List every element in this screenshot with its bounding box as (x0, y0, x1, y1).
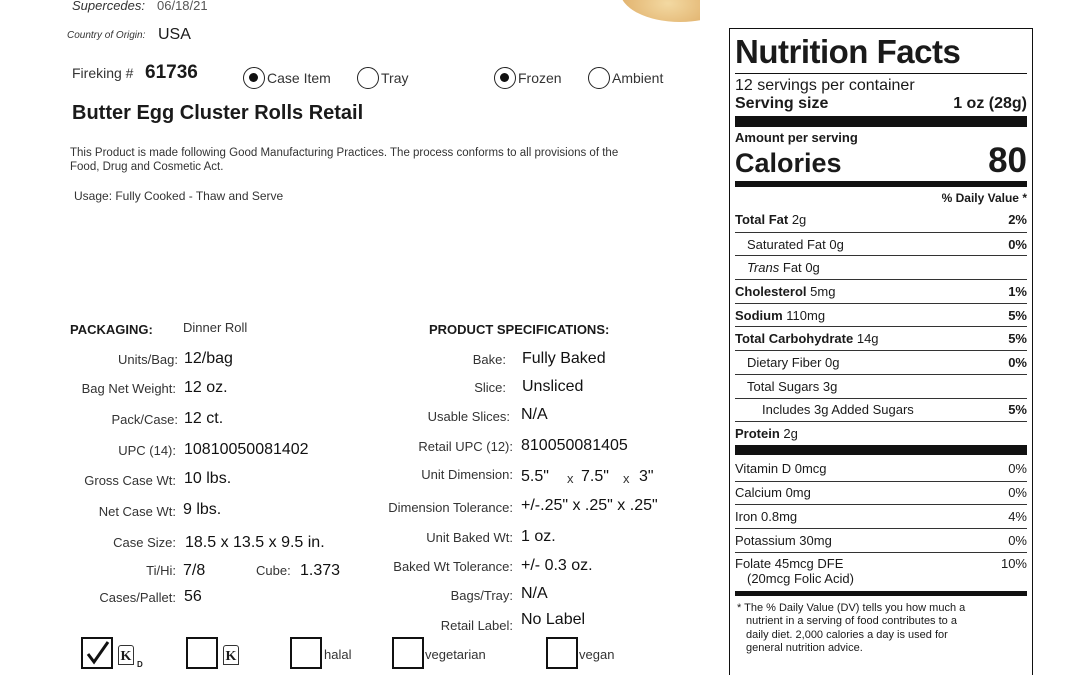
nutrient-row (735, 303, 1027, 327)
dim-tolerance-value: +/-.25" x .25" x .25" (521, 497, 658, 514)
nutrient-amount: 2g (783, 426, 798, 442)
unit-baked-weight-value: 1 oz. (521, 528, 556, 545)
baked-weight-tolerance-label: Baked Wt Tolerance: (393, 559, 513, 574)
vegan-label: vegan (579, 647, 615, 662)
case-item-option[interactable] (243, 67, 331, 89)
gross-case-weight-value: 10 lbs. (184, 470, 232, 487)
nutrient-name: Total Sugars (747, 378, 820, 394)
nutrient-amount: 110mg (786, 307, 826, 323)
nutrient-name: Sodium (735, 307, 783, 323)
case-size-value: 18.5 x 13.5 x 9.5 in. (185, 534, 325, 551)
nutrient-name: Saturated Fat (747, 236, 826, 252)
nutrient-name: Dietary Fiber (747, 354, 822, 370)
gmp-text-line-1: This Product is made following Good Manufacturing Practices. The process conforms to all provisions of the (70, 147, 619, 159)
bags-tray-label: Bags/Tray: (450, 588, 513, 603)
dim-width: 5.5" (521, 468, 549, 485)
nutrient-name: Includes 3g Added Sugars (762, 402, 914, 418)
nutrient-amount: 0g (825, 354, 840, 370)
ambient-label: Ambient (612, 70, 664, 86)
dim-length: 7.5" (581, 468, 609, 485)
kosher-dairy-checkbox[interactable] (81, 637, 113, 669)
case-item-label: Case Item (267, 70, 331, 86)
kosher-dairy-symbol: K (118, 645, 134, 665)
checkmark-icon (83, 639, 111, 667)
cases-pallet-value: 56 (184, 588, 202, 605)
footnote-line-3: daily diet. 2,000 calories a day is used for (746, 628, 948, 641)
product-title: Butter Egg Cluster Rolls Retail (72, 102, 364, 124)
calories-row (735, 141, 1027, 180)
pack-case-value: 12 ct. (184, 410, 224, 427)
nutrition-facts-title: Nutrition Facts (735, 33, 1027, 74)
nutrient-row (735, 326, 1027, 350)
slice-label: Slice: (474, 380, 506, 395)
servings-per-container: 12 servings per container (735, 77, 915, 94)
vitamin-rows (735, 457, 1027, 552)
vegan-checkbox[interactable] (546, 637, 578, 669)
frozen-radio[interactable] (494, 67, 516, 89)
ambient-radio[interactable] (588, 67, 610, 89)
nutrient-name: Cholesterol (735, 283, 807, 299)
tray-label: Tray (381, 70, 409, 86)
pack-case-label: Pack/Case: (111, 412, 178, 427)
packaging-subtitle: Dinner Roll (183, 320, 248, 335)
nutrient-amount: 0g (829, 236, 844, 252)
bag-net-weight-value: 12 oz. (184, 379, 228, 396)
baked-weight-tolerance-value: +/- 0.3 oz. (521, 557, 593, 574)
bags-tray-value: N/A (521, 585, 548, 602)
footnote-line-4: general nutrition advice. (746, 642, 863, 655)
vegetarian-label: vegetarian (425, 647, 486, 662)
serving-size-value: 1 oz (28g) (953, 95, 1027, 112)
vitamin-row (735, 504, 1027, 528)
kosher-symbol: K (223, 645, 239, 665)
gmp-text-line-2: Food, Drug and Cosmetic Act. (70, 161, 224, 173)
gross-case-weight-label: Gross Case Wt: (84, 473, 176, 488)
bag-net-weight-label: Bag Net Weight: (81, 381, 176, 396)
cube-label: Cube: (256, 563, 291, 578)
units-bag-value: 12/bag (184, 350, 233, 367)
calories-value: 80 (988, 141, 1027, 180)
folate-row (735, 552, 1027, 586)
nutrient-row (735, 421, 1027, 445)
nutrient-amount: 3g (822, 378, 838, 394)
retail-label-label: Retail Label: (440, 618, 513, 633)
amount-per-serving: Amount per serving (735, 130, 858, 145)
folate-dv: 10% (1000, 555, 1027, 571)
nutrient-dv: 5% (1008, 331, 1027, 347)
usable-slices-label: Usable Slices: (427, 409, 510, 424)
vitamin-dv: 0% (1008, 532, 1027, 548)
nutrient-row (735, 279, 1027, 303)
nutrient-name: Trans (747, 260, 780, 276)
nutrient-amount: 5mg (810, 283, 836, 299)
nutrient-row (735, 374, 1027, 398)
usage-text: Usage: Fully Cooked - Thaw and Serve (74, 189, 284, 203)
vitamin-dv: 0% (1008, 485, 1027, 501)
vitamin-text: Potassium 30mg (735, 532, 832, 548)
nutrient-row (735, 232, 1027, 256)
vegetarian-checkbox[interactable] (392, 637, 424, 669)
nutrient-rows (735, 208, 1027, 445)
dim-tolerance-label: Dimension Tolerance: (388, 500, 513, 515)
retail-upc-label: Retail UPC (12): (418, 439, 513, 454)
specs-title: PRODUCT SPECIFICATIONS: (429, 322, 610, 337)
vitamin-text: Iron 0.8mg (735, 509, 798, 525)
serving-size-label: Serving size (735, 95, 829, 112)
vitamin-row (735, 481, 1027, 505)
footnote-line-1: * The % Daily Value (DV) tells you how much a (737, 601, 966, 614)
vitamin-row (735, 457, 1027, 481)
retail-label-value: No Label (521, 611, 586, 628)
footnote-line-2: nutrient in a serving of food contributes to a (746, 615, 957, 628)
nutrient-name-suffix: Fat (782, 260, 802, 276)
kosher-dairy-sub: D (137, 660, 143, 669)
nutrition-facts-panel (729, 28, 1033, 675)
halal-checkbox[interactable] (290, 637, 322, 669)
vitamin-text: Vitamin D 0mcg (735, 461, 827, 477)
country-label: Country of Origin: (67, 30, 146, 41)
slice-value: Unsliced (522, 378, 584, 395)
supercedes-label: Supercedes: (72, 0, 145, 13)
country-value: USA (158, 26, 191, 43)
unit-baked-weight-label: Unit Baked Wt: (426, 530, 513, 545)
cases-pallet-label: Cases/Pallet: (99, 590, 176, 605)
frozen-label: Frozen (518, 70, 562, 86)
nutrient-amount: 2g (791, 212, 807, 228)
vitamin-dv: 0% (1008, 461, 1027, 477)
nutrient-row (735, 255, 1027, 279)
case-item-radio[interactable] (243, 67, 265, 89)
vitamin-row (735, 528, 1027, 552)
packaging-title: PACKAGING: (70, 322, 153, 337)
ti-hi-value: 7/8 (183, 562, 206, 579)
product-photo (600, 0, 700, 26)
serving-size-row (735, 95, 1027, 113)
tray-option[interactable] (357, 67, 408, 89)
bake-label: Bake: (472, 352, 506, 367)
vitamin-dv: 4% (1008, 509, 1027, 525)
nutrient-row (735, 208, 1027, 232)
retail-upc-value: 810050081405 (521, 437, 628, 454)
fireking-label: Fireking # (72, 65, 134, 81)
net-case-weight-label: Net Case Wt: (98, 504, 176, 519)
upc14-value: 10810050081402 (184, 441, 309, 458)
nutrient-amount: 14g (856, 331, 879, 347)
folate-line-2: (20mcg Folic Acid) (747, 570, 854, 586)
cube-value: 1.373 (300, 562, 341, 579)
units-bag-label: Units/Bag: (118, 352, 178, 367)
nutrient-amount: 0g (805, 260, 820, 276)
case-size-label: Case Size: (113, 535, 176, 550)
frozen-option[interactable] (494, 67, 562, 89)
nutrient-dv: 0% (1008, 236, 1027, 252)
dim-height: 3" (639, 468, 654, 485)
upc14-label: UPC (14): (118, 443, 176, 458)
kosher-checkbox[interactable] (186, 637, 218, 669)
dim-x-1: x (567, 471, 574, 486)
fireking-number: 61736 (145, 62, 198, 83)
bake-value: Fully Baked (522, 350, 606, 367)
halal-label: halal (324, 647, 352, 662)
nutrient-dv: 5% (1008, 307, 1027, 323)
tray-radio[interactable] (357, 67, 379, 89)
nutrient-name: Protein (735, 426, 780, 442)
ti-hi-label: Ti/Hi: (146, 563, 176, 578)
dv-footnote (735, 602, 1027, 656)
dim-x-2: x (623, 471, 630, 486)
nutrient-dv: 0% (1008, 354, 1027, 370)
calories-label: Calories (735, 148, 842, 178)
usable-slices-value: N/A (521, 406, 548, 423)
nutrient-dv: 5% (1008, 402, 1027, 418)
nutrient-name: Total Fat (735, 212, 789, 228)
nutrient-dv: 2% (1008, 212, 1027, 228)
unit-dimension-label: Unit Dimension: (421, 467, 513, 482)
daily-value-header: % Daily Value * (941, 191, 1027, 205)
net-case-weight-value: 9 lbs. (183, 501, 222, 518)
folate-line-1: Folate 45mcg DFE (735, 555, 844, 571)
vitamin-text: Calcium 0mg (735, 485, 811, 501)
nutrient-row (735, 398, 1027, 422)
supercedes-value: 06/18/21 (157, 0, 208, 13)
ambient-option[interactable] (588, 67, 663, 89)
nutrient-dv: 1% (1008, 283, 1027, 299)
nutrient-row (735, 350, 1027, 374)
nutrient-name: Total Carbohydrate (735, 331, 854, 347)
